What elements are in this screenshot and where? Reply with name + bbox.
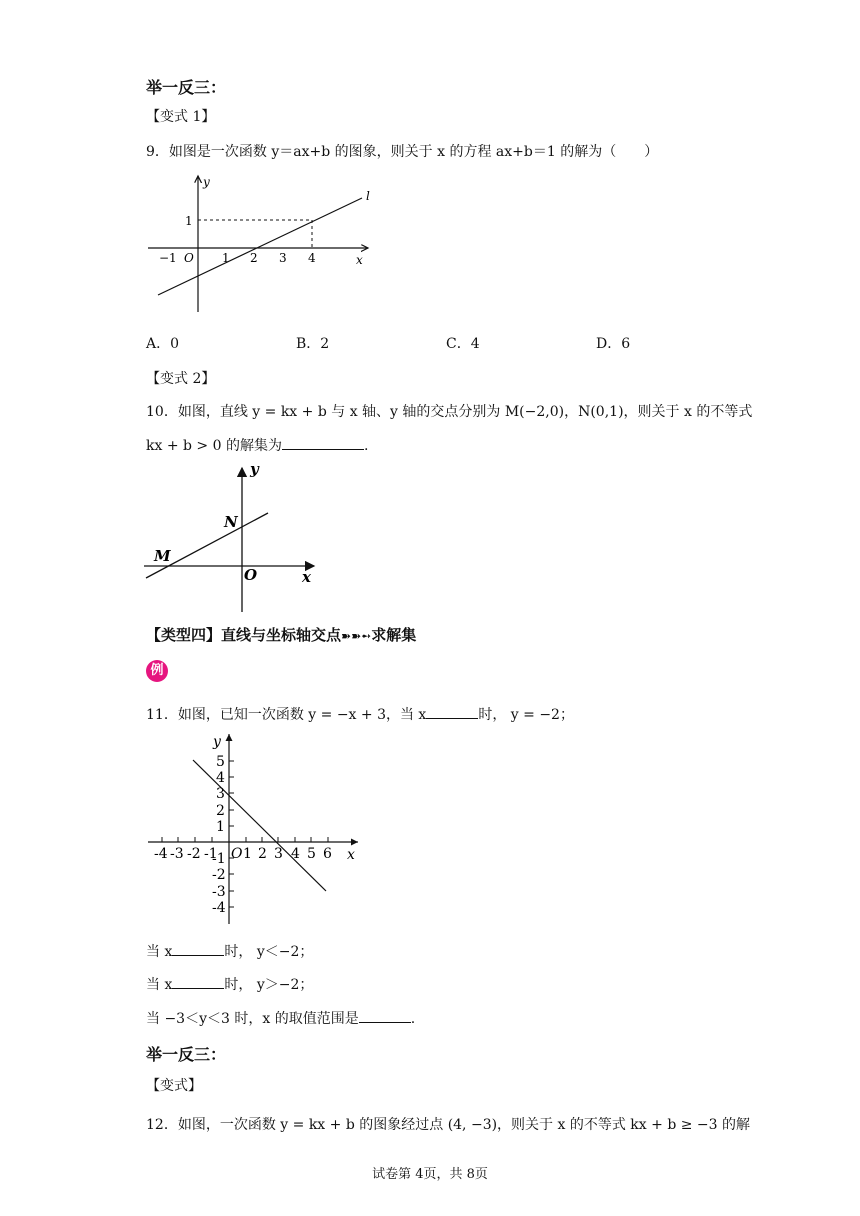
- x-axis-label: x: [356, 253, 363, 267]
- origin-label: O: [184, 251, 194, 265]
- y-tick-label: 3: [216, 786, 225, 802]
- x-tick-label: 3: [279, 251, 287, 265]
- question-text: 如图是一次函数 y＝ax+b 的图象，则关于 x 的方程 ax+b＝1 的解为（ ）: [168, 144, 659, 160]
- y-axis-label: y: [213, 734, 221, 750]
- question-text: .: [410, 1011, 416, 1027]
- page-footer: 试卷第 4页，共 8页: [372, 1167, 488, 1182]
- x-axis-label: x: [347, 847, 355, 863]
- y-axis-label: y: [203, 175, 210, 189]
- question-number: 10．: [146, 404, 178, 420]
- option-b[interactable]: B．2: [296, 336, 330, 352]
- question-text: 时，: [478, 707, 507, 723]
- q9-graph: [140, 170, 380, 320]
- arrows-icon: ➽➽➻: [341, 629, 372, 643]
- question-11: [146, 704, 574, 724]
- question-text-end: .: [363, 438, 369, 454]
- origin-label: O: [231, 846, 243, 862]
- y-tick-label: 2: [216, 803, 225, 819]
- x-tick-label: 2: [258, 846, 267, 862]
- type-heading-end: 求解集: [371, 626, 417, 644]
- q11-graph: [140, 728, 365, 928]
- x-tick-label: -1: [204, 846, 218, 862]
- section-heading: 举一反三：: [146, 1045, 227, 1064]
- question-10-line2: [146, 435, 368, 455]
- question-text: 如图，直线 y = kx + b 与 x 轴、y 轴的交点分别为 M(−2,0)，N(0,1)，则关于 x 的不等式: [177, 404, 753, 420]
- origin-label: O: [244, 566, 258, 584]
- y-tick-label: 5: [216, 754, 225, 770]
- answer-blank[interactable]: [172, 974, 224, 989]
- x-tick-label: 6: [323, 846, 332, 862]
- question-text: y＜−2；: [256, 944, 314, 960]
- question-number: 12．: [146, 1117, 178, 1133]
- y-tick-label: 4: [216, 770, 225, 786]
- question-text: y＞−2；: [256, 977, 314, 993]
- x-tick-label: −1: [159, 251, 177, 265]
- x-tick-label: 4: [308, 251, 316, 265]
- question-10: [146, 401, 752, 421]
- question-12: [146, 1114, 750, 1134]
- x-tick-label: 1: [222, 251, 230, 265]
- option-c[interactable]: C．4: [446, 336, 480, 352]
- x-tick-label: 5: [307, 846, 316, 862]
- y-tick-label: 1: [185, 214, 193, 228]
- variant-label: 【变式】: [146, 1078, 202, 1094]
- section-heading: 举一反三：: [146, 78, 227, 97]
- line-l: [158, 198, 362, 295]
- answer-blank[interactable]: [426, 704, 478, 719]
- example-badge-icon: 例: [146, 660, 168, 682]
- y-tick-label: 1: [216, 819, 225, 835]
- question-number: 9．: [146, 144, 169, 160]
- x-tick-label: 4: [291, 846, 300, 862]
- y-tick-label: -3: [212, 884, 226, 900]
- y-tick-label: -1: [212, 851, 226, 867]
- question-9: [146, 141, 658, 161]
- point-m-label: M: [154, 547, 171, 565]
- question-11-part: [146, 974, 313, 994]
- x-tick-label: -4: [154, 846, 168, 862]
- question-text: 时，: [224, 944, 253, 960]
- question-text: 如图，已知一次函数 y = −x + 3，当 x: [177, 707, 427, 723]
- question-number: 11．: [146, 707, 178, 723]
- y-tick-label: -4: [212, 900, 226, 916]
- question-text: 时，: [224, 977, 253, 993]
- x-tick-label: 1: [243, 846, 252, 862]
- x-tick-label: -2: [187, 846, 201, 862]
- type-heading-text: 【类型四】直线与坐标轴交点: [146, 626, 342, 644]
- answer-blank[interactable]: [282, 435, 364, 450]
- variant-label: 【变式 2】: [146, 371, 216, 387]
- answer-blank[interactable]: [359, 1008, 411, 1023]
- question-11-part: [146, 941, 313, 961]
- option-a[interactable]: A．0: [146, 336, 180, 352]
- line-label: l: [366, 189, 370, 203]
- x-tick-label: -3: [170, 846, 184, 862]
- x-tick-label: 2: [250, 251, 258, 265]
- option-d[interactable]: D．6: [596, 336, 631, 352]
- answer-blank[interactable]: [172, 941, 224, 956]
- question-text: 当 x: [146, 977, 173, 993]
- q10-graph: [140, 460, 330, 615]
- y-tick-label: -2: [212, 867, 226, 883]
- question-text: 当 x: [146, 944, 173, 960]
- x-tick-label: 3: [274, 846, 283, 862]
- point-n-label: N: [224, 513, 238, 531]
- variant-label: 【变式 1】: [146, 109, 216, 125]
- y-axis-label: y: [250, 460, 259, 478]
- x-axis-label: x: [302, 568, 311, 586]
- question-text: 当 −3＜y＜3 时，x 的取值范围是: [146, 1011, 359, 1027]
- type-heading: [146, 624, 416, 645]
- question-text: kx + b > 0 的解集为: [146, 438, 282, 454]
- question-text: y = −2；: [510, 707, 574, 723]
- question-text: 如图，一次函数 y = kx + b 的图象经过点 (4, −3)，则关于 x 的不等式 kx + b ≥ −3 的解: [177, 1117, 750, 1133]
- question-11-part: [146, 1008, 415, 1028]
